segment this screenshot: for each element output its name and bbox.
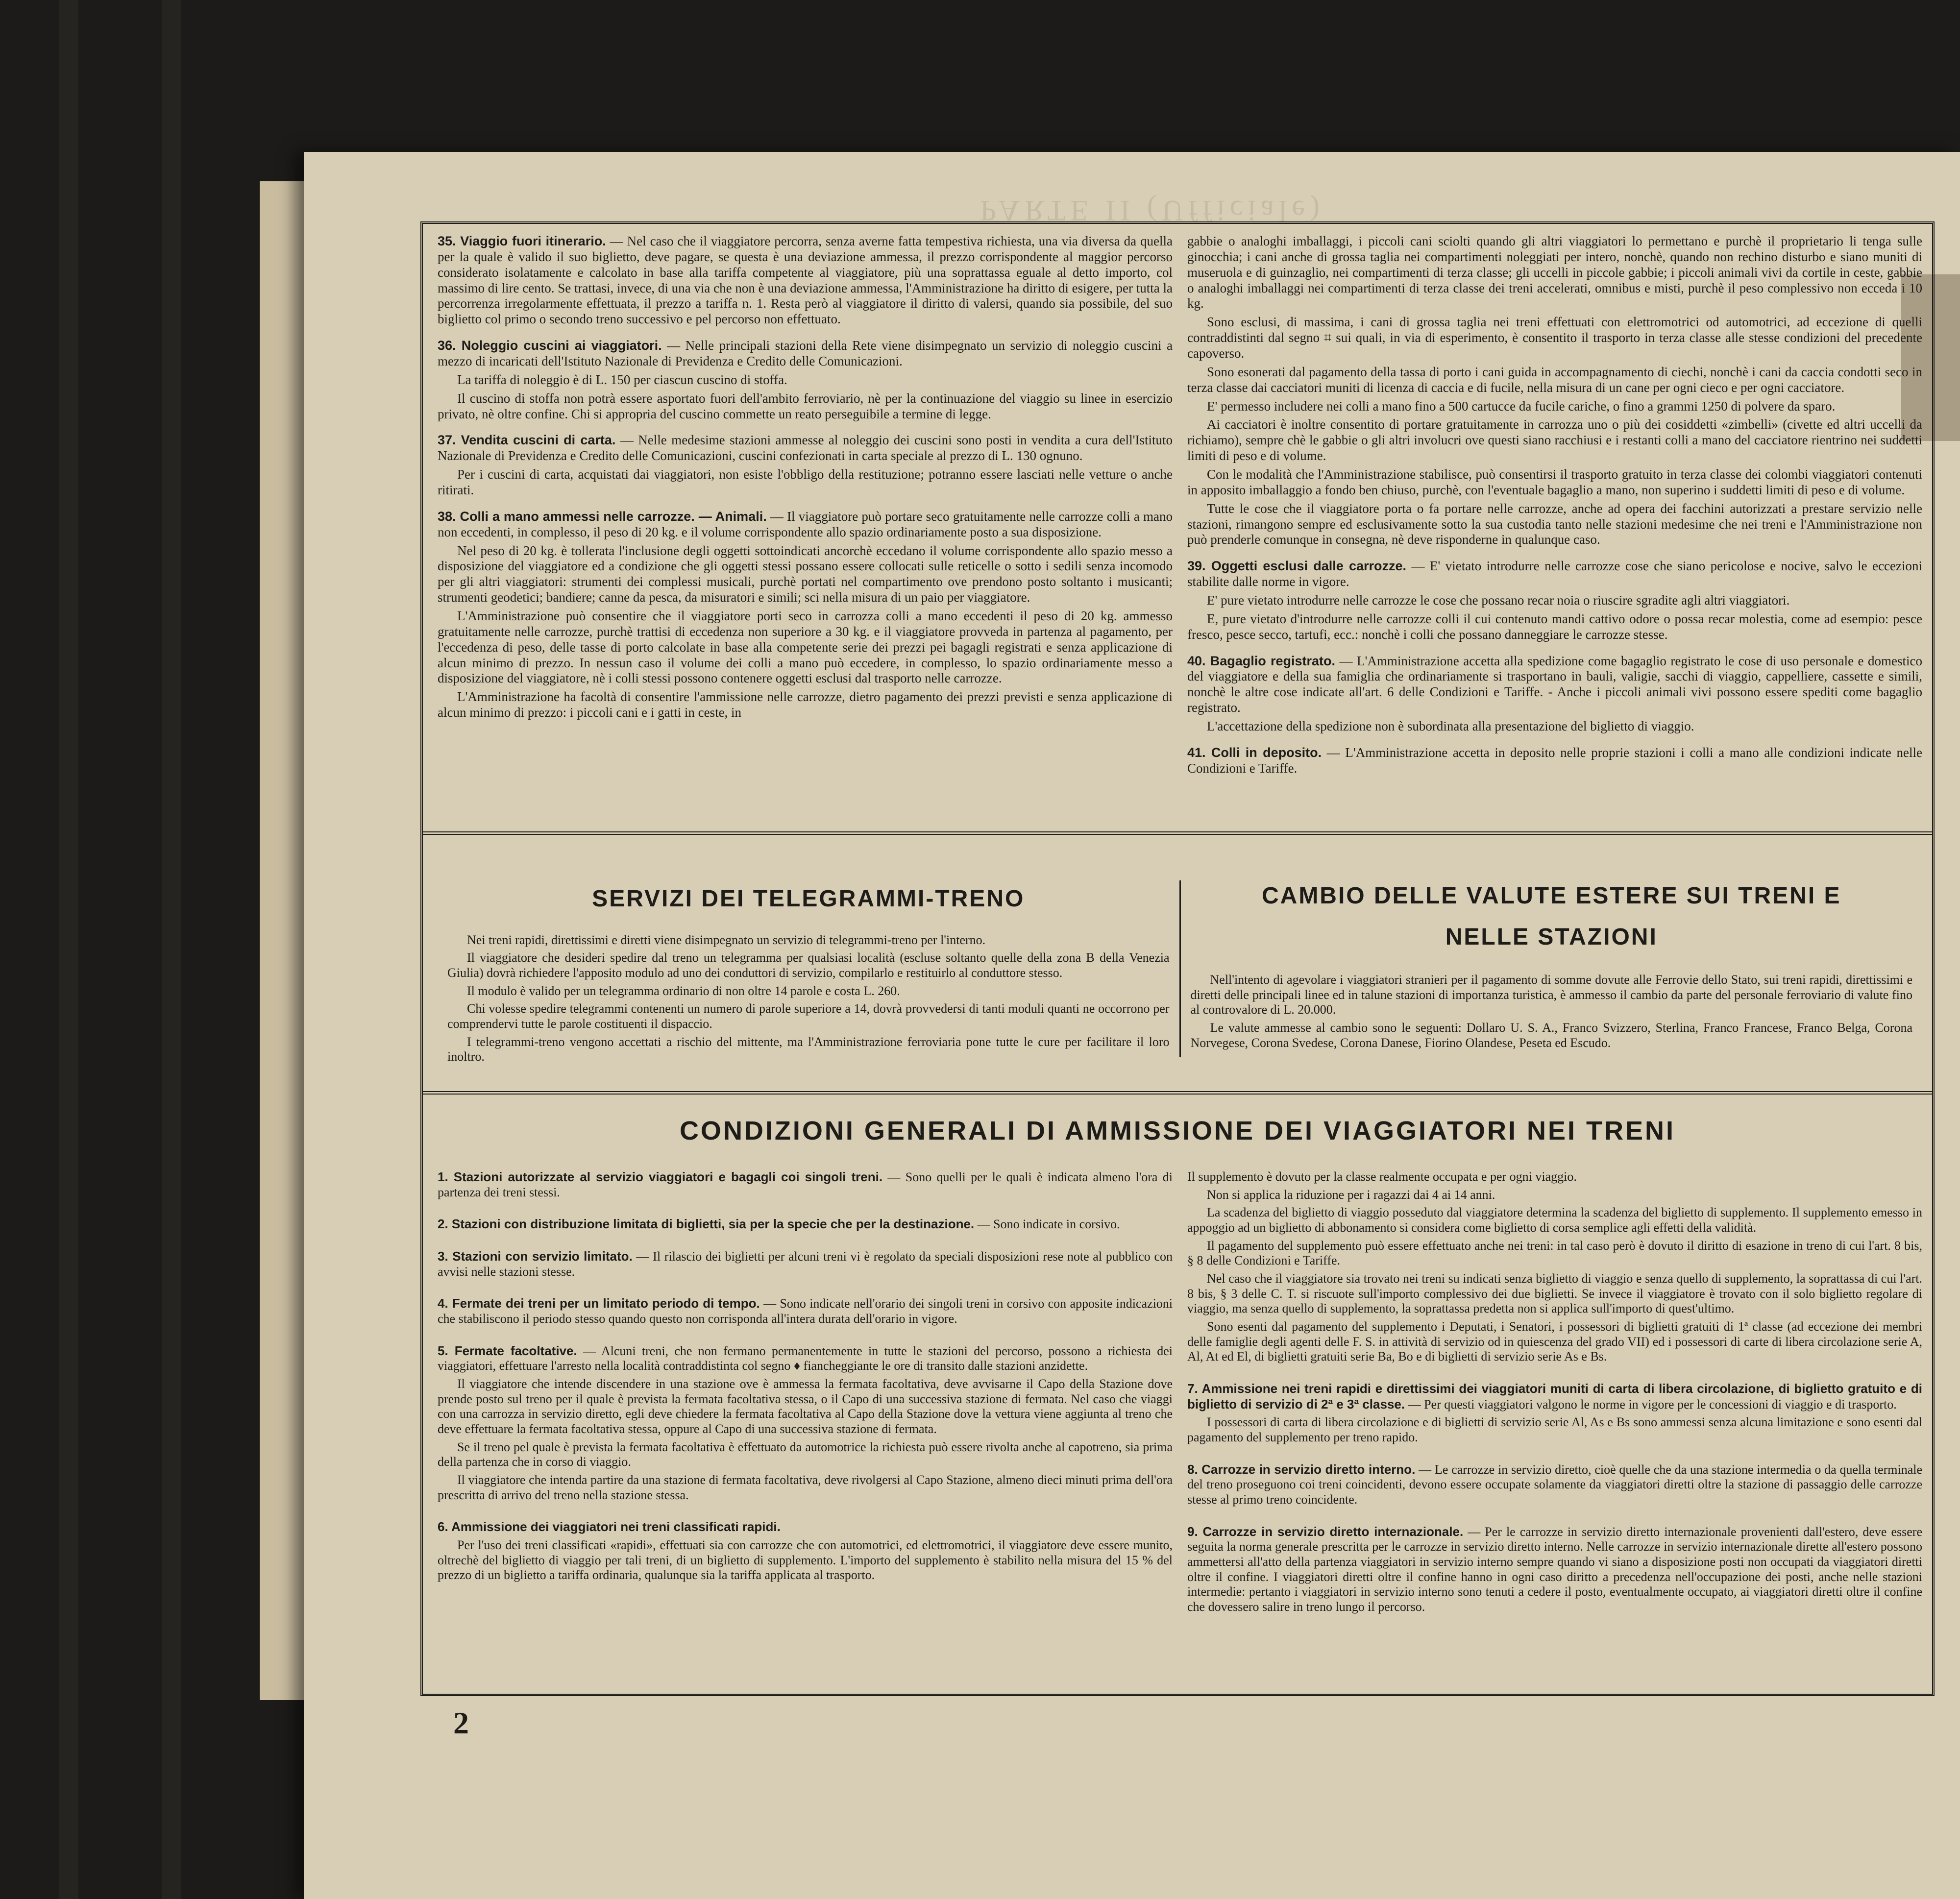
article-text: — Nelle medesime stazioni ammesse al noleggio dei cuscini sono posti in vendita a cura dell'Istituto Nazionale di Previdenza e Credito delle Comunicazioni, cuscini confezionati in carta speciale al prezzo di L. 130 ognuno. — [438, 433, 1173, 463]
article — [438, 1343, 1173, 1503]
ghost-header: PARTE II (Ufficiale) — [980, 195, 1324, 227]
article-heading: 8. Carrozze in servizio diretto interno. — [1187, 1461, 1416, 1477]
article-paragraph: Per l'uso dei treni classificati «rapidi», effettuati sia con carrozze che con automotrici, ed elettromotrici, il viaggiatore deve essere munito, oltrechè del biglietto di viaggio per tali treni, di un biglietto di supplemento. L'importo del supplemento è stabilito nella misura del 15 % del prezzo di un biglietto a tariffa ordinaria, qualunque sia la tariffa applicata al trasporto. — [438, 1538, 1173, 1582]
article — [1187, 745, 1922, 777]
paragraph: Nei treni rapidi, direttissimi e diretti viene disimpegnato un servizio di telegrammi-treno per l'interno. — [467, 932, 986, 947]
article — [1187, 559, 1922, 642]
article-lead — [438, 433, 1173, 464]
article-paragraph: E, pure vietato d'introdurre nelle carrozze colli il cui contenuto mandi cattivo odore o possa recar molestia, come ad esempio: pesce fresco, pesce secco, tartufi, ecc.: nonchè i colli che possano danneggiare le carrozze stesse. — [1187, 611, 1922, 642]
article-text: — Le carrozze in servizio diretto, cioè quelle che da una stazione intermedia o da quella terminale del treno proseguono coi treni coincidenti, devono essere occupate solamente da viaggiatori diretti oltre la stazione di passaggio delle carrozze stesse al primo treno coincidente. — [1187, 1462, 1922, 1507]
article-paragraph: Per i cuscini di carta, acquistati dai viaggiatori, non esiste l'obbligo della restituzione; potranno essere lasciati nelle vetture o anche ritirati. — [438, 467, 1173, 498]
article-lead — [438, 1249, 1173, 1279]
article — [438, 509, 1173, 721]
article-paragraph: Il viaggiatore che intenda partire da una stazione di fermata facoltativa, deve rivolgersi al Capo Stazione, almeno dieci minuti prima dell'ora prescritta di arrivo del treno nella stazione stessa. — [438, 1473, 1173, 1502]
article — [1187, 1169, 1922, 1364]
article-text: — Sono indicate nell'orario dei singoli treni in corsivo con apposite indicazioni che stabiliscono il periodo stesso quando questo non corrisponda all'intera durata dell'orario in vigore. — [438, 1296, 1173, 1326]
article-paragraph: L'Amministrazione può consentire che il viaggiatore porti seco in carrozza colli a mano eccedenti il peso di 20 kg. ammesso gratuitamente nelle carrozze, purchè trattisi di eccedenza non superiore a 30 kg. e il viaggiatore provveda in partenza al pagamento, per l'eccedenza di peso, delle tasse di porto calcolate in base alla competente serie dei prezzi pei bagagli registrati e senza applicazione di alcun minimo di prezzo. In nessun caso il volume dei colli a mano può eccedere, in complesso, lo spazio ordinariamente messo a disposizione del viaggiatore, nè i colli stessi possono contenere oggetti esclusi dal trasporto nelle carrozze. — [438, 609, 1173, 686]
article-paragraph: E' permesso includere nei colli a mano fino a 500 cartucce da fucile cariche, o fino a grammi 1250 di polvere da sparo. — [1207, 398, 1836, 414]
paragraph: Il modulo è valido per un telegramma ordinario di non oltre 14 parole e costa L. 260. — [467, 983, 900, 998]
article-heading: 35. Viaggio fuori itinerario. — [438, 234, 606, 248]
article-text: — L'Amministrazione accetta in deposito nelle proprie stazioni i colli a mano alle condizioni indicate nelle Condizioni e Tariffe. — [1187, 745, 1922, 776]
article — [438, 1249, 1173, 1279]
article-lead — [438, 1217, 1173, 1232]
article-paragraph: I possessori di carta di libera circolazione e di biglietti di servizio serie Al, As e Bs sono ammessi senza alcuna limitazione e sono esenti dal pagamento del supplemento per treno rapido. — [1187, 1415, 1922, 1445]
article-lead — [1187, 1462, 1922, 1508]
article-lead — [1187, 1524, 1922, 1615]
article-text: — Il viaggiatore può portare seco gratuitamente nelle carrozze colli a mano non eccedenti, in complesso, il peso di 20 kg. e il volume corrispondente allo spazio ordinariamente posto a sua disposizione. — [438, 509, 1173, 539]
article-heading: 9. Carrozze in servizio diretto internazionale. — [1187, 1524, 1464, 1539]
article — [438, 1296, 1173, 1326]
article — [1187, 654, 1922, 734]
article-heading: 39. Oggetti esclusi dalle carrozze. — [1187, 559, 1406, 574]
cambio-title — [1191, 876, 1913, 958]
article — [438, 234, 1173, 327]
top-right-column — [1187, 234, 1922, 827]
article-lead — [1187, 654, 1922, 716]
article-paragraph: Sono esclusi, di massima, i cani di grossa taglia nei treni effettuati con elettromotrici od automotrici, ad eccezione di quelli contraddistinti dal segno ⌗ sui quali, in via di esperimento, è consentito il trasporto in terza classe alle stesse condizioni del precedente capoverso. — [1187, 315, 1922, 361]
article — [1187, 1462, 1922, 1508]
article-heading: 2. Stazioni con distribuzione limitata di biglietti, sia per la specie che per la destinazione. — [438, 1217, 975, 1232]
top-left-column — [438, 234, 1173, 827]
bottom-left-column — [438, 1169, 1173, 1689]
article-text: — Nelle principali stazioni della Rete viene disimpegnato un servizio di noleggio cuscini a mezzo di incaricati dell'Istituto Nazionale di Previdenza e Credito delle Comunicazioni. — [438, 338, 1173, 369]
paragraph: Chi volesse spedire telegrammi contenenti un numero di parole superiore a 14, dovrà provvedersi di tanti moduli quanti ne occorrono per comprendervi tutte le parole costituenti il dispaccio. — [447, 1001, 1170, 1031]
article-lead — [1187, 1381, 1922, 1412]
article-paragraph: Nel peso di 20 kg. è tollerata l'inclusione degli oggetti sottoindicati ancorchè eccedano il volume corrispondente allo spazio messo a disposizione del viaggiatore ed a condizione che gli oggetti stessi possano essere collocati sulle reticelle o sotto i sedili senza incomodo per gli altri viaggiatori: strumenti dei complessi musicali, purchè portati nel compartimento ove prendono posto soltanto i musicanti; strumenti geodetici; bandiere; canne da pesca, da misuratori e simili; sci nella misura di un paio per viaggiatore. — [438, 543, 1173, 605]
article-heading: 41. Colli in deposito. — [1187, 745, 1322, 760]
article — [438, 338, 1173, 422]
bottom-section — [438, 1169, 1922, 1689]
cambio-section — [1181, 861, 1923, 1086]
backdrop-stripe — [59, 0, 78, 1899]
content-frame — [420, 221, 1935, 1696]
article-paragraph: Ai cacciatori è inoltre consentito di portare gratuitamente in carrozza uno o più dei cosiddetti «zimbelli» (civette ed altri uccelli da richiamo), sempre chè le gabbie o gli altri involucri ove questi siano racchiusi e i restanti colli a mano del cacciatore rientrino nei suddetti limiti di peso e di volume. — [1187, 417, 1922, 463]
telegrammi-title: SERVIZI DEI TELEGRAMMI-TRENO — [592, 886, 1025, 912]
article-heading: 6. Ammissione dei viaggiatori nei treni classificati rapidi. — [438, 1519, 781, 1534]
article-text: — E' vietato introdurre nelle carrozze cose che siano pericolose e nocive, salvo le eccezioni stabilite dalle norme in vigore. — [1187, 559, 1922, 589]
article-paragraph: Il cuscino di stoffa non potrà essere asportato fuori dell'ambito ferroviario, nè per la continuazione del viaggio su linee in esercizio privato, nè oltre confine. Chi si appropria del cuscino commette un reato perseguibile a termine di legge. — [438, 390, 1173, 421]
article-paragraph: L'accettazione della spedizione non è subordinata alla presentazione del biglietto di viaggio. — [1207, 719, 1694, 734]
article — [1187, 1381, 1922, 1445]
middle-section — [438, 861, 1922, 1086]
article-paragraph: E' pure vietato introdurre nelle carrozze le cose che possano recar noia o riuscire sgradite agli altri viaggiatori. — [1207, 593, 1790, 608]
cambio-title-line2: NELLE STAZIONI — [1445, 924, 1658, 950]
article — [438, 433, 1173, 498]
article-paragraph: Il pagamento del supplemento può essere effettuato anche nei treni: in tal caso però è dovuto il diritto di esazione in treno di cui l'art. 8 bis, § 8 delle Condizioni e Tariffe. — [1187, 1238, 1922, 1268]
article-heading: 1. Stazioni autorizzate al servizio viaggiatori e bagagli coi singoli treni. — [438, 1169, 883, 1184]
paragraph: Le valute ammesse al cambio sono le seguenti: Dollaro U. S. A., Franco Svizzero, Sterlina, Franco Francese, Franco Belga, Corona Norvegese, Corona Svedese, Corona Danese, Fiorino Olandese, Peseta ed Escudo. — [1190, 1021, 1912, 1050]
article-text: Il supplemento è dovuto per la classe realmente occupata e per ogni viaggio. — [1187, 1169, 1577, 1184]
article-paragraph: Il viaggiatore che intende discendere in una stazione ove è ammessa la fermata facoltativa, deve avvisarne il Capo della Stazione dove prende posto sul treno per il quale è prevista la fermata facoltativa stessa, o il Capo di una successiva stazione di fermata. Nel caso che viaggi con una carrozza in servizio diretto, egli deve chiedere la fermata facoltativa al Capo della Stazione dove la vettura viene aggiunta al treno che deve effettuare la fermata facoltativa stessa, oppure al Capo di una successiva stazione di fermata. — [438, 1377, 1173, 1436]
telegrammi-section — [438, 861, 1179, 1086]
article-text: — Per le carrozze in servizio diretto internazionale provenienti dall'estero, deve essere seguita la norma generale prescritta per le carrozze in servizio diretto interno. Nelle carrozze in servizio internazionale dirette all'estero possono ammettersi all'atto della partenza viaggiatori in servizio interno sempre quando vi siano a disposizione posti non occupati da viaggiatori diretti oltre il confine. I viaggiatori diretti oltre il confine hanno in ogni caso diritto a precedenza nell'occupazione dei posti, anche nelle stazioni intermedie: pertanto i viaggiatori in servizio interno sono tenuti a cedere il posto, eventualmente occupato, ai viaggiatori diretti oltre il confine che dovessero salire in treno lungo il percorso. — [1187, 1524, 1922, 1614]
article-heading: 37. Vendita cuscini di carta. — [438, 433, 616, 448]
article-text: — Sono quelli per le quali è indicata almeno l'ora di partenza dei treni stessi. — [438, 1170, 1173, 1199]
article-text: — Il rilascio dei biglietti per alcuni treni vi è regolato da speciali disposizioni rese note al pubblico con avvisi nelle stazioni stesse. — [438, 1249, 1173, 1279]
article-text: — Nel caso che il viaggiatore percorra, senza averne fatta tempestiva richiesta, una via diversa da quella per la quale è valido il suo biglietto, deve pagare, se questa è una deviazione ammessa, il prezzo corrispondente al maggior percorso considerato isolatamente e calcolato in base alla tariffa competente al viaggiatore, più una soprattassa eguale al detto importo, col massimo di lire cento. Se trattasi, invece, di una via che non è una deviazione ammessa, l'Amministrazione ha diritto di esigere, per tutta la percorrenza irregolarmente effettuata, il prezzo a tariffa n. 1. Resta però al viaggiatore il diritto di valersi, quando sia possibile, del suo biglietto col primo o secondo treno successivo e pel percorso non effettuato. — [438, 234, 1173, 327]
article-lead — [438, 1296, 1173, 1326]
article-lead — [438, 1519, 1173, 1535]
article-heading: 5. Fermate facoltative. — [438, 1343, 577, 1358]
article-lead — [438, 509, 1173, 540]
article-paragraph: La scadenza del biglietto di viaggio posseduto dal viaggiatore determina la scadenza del biglietto di supplemento. Il supplemento emesso in appoggio ad un biglietto di abbonamento si considera come biglietto di corsa semplice agli effetti della validità. — [1187, 1205, 1922, 1235]
section-divider — [423, 1091, 1932, 1095]
article-text: — L'Amministrazione accetta alla spedizione come bagaglio registrato le cose di uso personale e domestico del viaggiatore e della sua famiglia che ordinariamente si trasportano in bauli, valigie, sacchi di viaggio, cappelliere, cassette e simili, nonchè le altre cose indicate all'art. 6 delle Condizioni e Tariffe. - Anche i piccoli animali vivi possono essere spediti come bagaglio registrato. — [1187, 653, 1922, 715]
article-lead — [438, 338, 1173, 369]
article-paragraph: Sono esenti dal pagamento del supplemento i Deputati, i Senatori, i possessori di biglietti gratuiti di 1ª classe (ad eccezione dei membri delle famiglie degli agenti delle F. S. in attività di servizio od in quiescenza del grado VII) ed i possessori di carte di libera circolazione serie A, Al, At ed El, di biglietti gratuiti serie Ba, Bo e di biglietti di servizio serie As e Bs. — [1187, 1319, 1922, 1364]
article-paragraph: Sono esonerati dal pagamento della tassa di porto i cani guida in accompagnamento di ciechi, nonchè i cani da caccia condotti seco in terza classe dai cacciatori muniti di licenza di caccia e di fucile, nella misura di un cane per ogni cieco e per ogni cacciatore. — [1187, 364, 1922, 395]
condizioni-title: CONDIZIONI GENERALI DI AMMISSIONE DEI VIAGGIATORI NEI TRENI — [679, 1116, 1676, 1145]
article-paragraph: Se il treno pel quale è prevista la fermata facoltativa è effettuato da automotrice la richiesta può essere rivolta anche al capotreno, sia prima della partenza che in corso di viaggio. — [438, 1439, 1173, 1469]
article — [1187, 234, 1922, 548]
article — [438, 1169, 1173, 1200]
bottom-right-column — [1187, 1169, 1922, 1689]
page-number: 2 — [453, 1705, 469, 1740]
paragraph: I telegrammi-treno vengono accettati a rischio del mittente, ma l'Amministrazione ferroviaria pone tutte le cure per facilitare il loro inoltro. — [447, 1034, 1170, 1064]
paragraph: Il viaggiatore che desideri spedire dal treno un telegramma per qualsiasi località (escluse soltanto quelle della zona B della Venezia Giulia) dovrà richiedere l'apposito modulo ad uno dei conduttori di servizio, compilarlo e restituirlo al conduttore stesso. — [447, 950, 1170, 980]
article-heading: 7. Ammissione nei treni rapidi e direttissimi dei viaggiatori muniti di carta di libera circolazione, di biglietto gratuito e di biglietto di servizio di 2ª e 3ª classe. — [1187, 1381, 1922, 1412]
article-paragraph: Tutte le cose che il viaggiatore porta o fa portare nelle carrozze, anche ad opera dei facchini autorizzati a prestare servizio nelle stazioni, rimangono sempre ed esclusivamente sotto la sua custodia tanto nelle stazioni medesime che nei treni e l'Amministrazione non può prenderle comunque in consegna, nè deve risponderne in qualunque caso. — [1187, 501, 1922, 547]
article-paragraph: La tariffa di noleggio è di L. 150 per ciascun cuscino di stoffa. — [457, 372, 787, 387]
telegrammi-body — [447, 933, 1170, 1065]
article-paragraph: Con le modalità che l'Amministrazione stabilisce, può consentirsi il trasporto gratuito in terza classe dei colombi viaggiatori contenuti in apposito imballaggio a fondo ben chiuso, purchè, con l'eventuale bagaglio a mano, non superino i suddetti limiti di peso e di volume. — [1187, 467, 1922, 497]
cambio-body — [1191, 973, 1913, 1050]
article-heading: 36. Noleggio cuscini ai viaggiatori. — [438, 338, 662, 353]
article — [438, 1217, 1173, 1232]
top-section — [438, 234, 1922, 827]
backdrop-stripe — [162, 0, 181, 1899]
article-text: — Sono indicate in corsivo. — [977, 1217, 1120, 1232]
section-divider — [423, 831, 1932, 835]
article-heading: 40. Bagaglio registrato. — [1187, 653, 1336, 668]
article-paragraph: Nel caso che il viaggiatore sia trovato nei treni su indicati senza biglietto di viaggio e senza quello di supplemento, la soprattassa di cui l'art. 8 bis, § 3 delle C. T. si riscuote sull'importo complessivo dei due biglietti. Se invece il viaggiatore è trovato con il solo biglietto regolare di viaggio, ma senza quello di supplemento, la soprattassa predetta non si applica sull'importo di quest'ultimo. — [1187, 1271, 1922, 1316]
article-lead — [1187, 745, 1922, 777]
article-heading: 38. Colli a mano ammessi nelle carrozze. — Animali. — [438, 509, 767, 524]
article-text: — Alcuni treni, che non fermano permanentemente in tutte le stazioni del percorso, possono a richiesta dei viaggiatori, effettuare l'arresto nella località contraddistinta col segno ♦ fiancheggiante le ore di transito dalle stazioni anzidette. — [438, 1343, 1173, 1373]
article-paragraph: L'Amministrazione ha facoltà di consentire l'ammissione nelle carrozze, dietro pagamento dei prezzi previsti e senza applicazione di alcun minimo di prezzo: i piccoli cani e i gatti in ceste, in — [438, 689, 1173, 720]
article-text: gabbie o analoghi imballaggi, i piccoli cani sciolti quando gli altri viaggiatori lo permettano e purchè il proprietario li tenga sulle ginocchia; i cani anche di grossa taglia nei compartimenti noleggiati per intero, nonchè, quando non rechino disturbo e siano muniti di museruola e di guinzaglio, nei compartimenti di terza classe; gli uccelli in piccole gabbie; i piccoli animali vivi da cortile in ceste, gabbie o analoghi imballaggi nei compartimenti di terza classe dei treni accelerati, omnibus e misti, purchè il peso complessivo non ecceda i 10 kg. — [1187, 234, 1922, 311]
article — [1187, 1524, 1922, 1615]
article-lead — [1187, 234, 1922, 312]
article-paragraph: Non si applica la riduzione per i ragazzi dai 4 ai 14 anni. — [1207, 1187, 1495, 1202]
cambio-title-line1: CAMBIO DELLE VALUTE ESTERE SUI TRENI E — [1261, 883, 1841, 909]
article-lead — [1187, 1169, 1922, 1185]
article-text: — Per questi viaggiatori valgono le norme in vigore per le concessioni di viaggio e di trasporto. — [1408, 1397, 1897, 1412]
article-heading: 3. Stazioni con servizio limitato. — [438, 1249, 633, 1264]
article — [438, 1519, 1173, 1583]
paragraph: Nell'intento di agevolare i viaggiatori stranieri per il pagamento di somme dovute alle Ferrovie dello Stato, sui treni rapidi, direttissimi e diretti delle principali linee ed in talune stazioni di importanza turistica, è ammesso il cambio da parte del personale ferroviario di valute fino al controvalore di L. 20.000. — [1190, 973, 1912, 1017]
article-heading: 4. Fermate dei treni per un limitato periodo di tempo. — [438, 1296, 760, 1311]
article-lead — [438, 234, 1173, 327]
article-lead — [1187, 559, 1922, 590]
article-lead — [438, 1169, 1173, 1200]
article-lead — [438, 1343, 1173, 1374]
